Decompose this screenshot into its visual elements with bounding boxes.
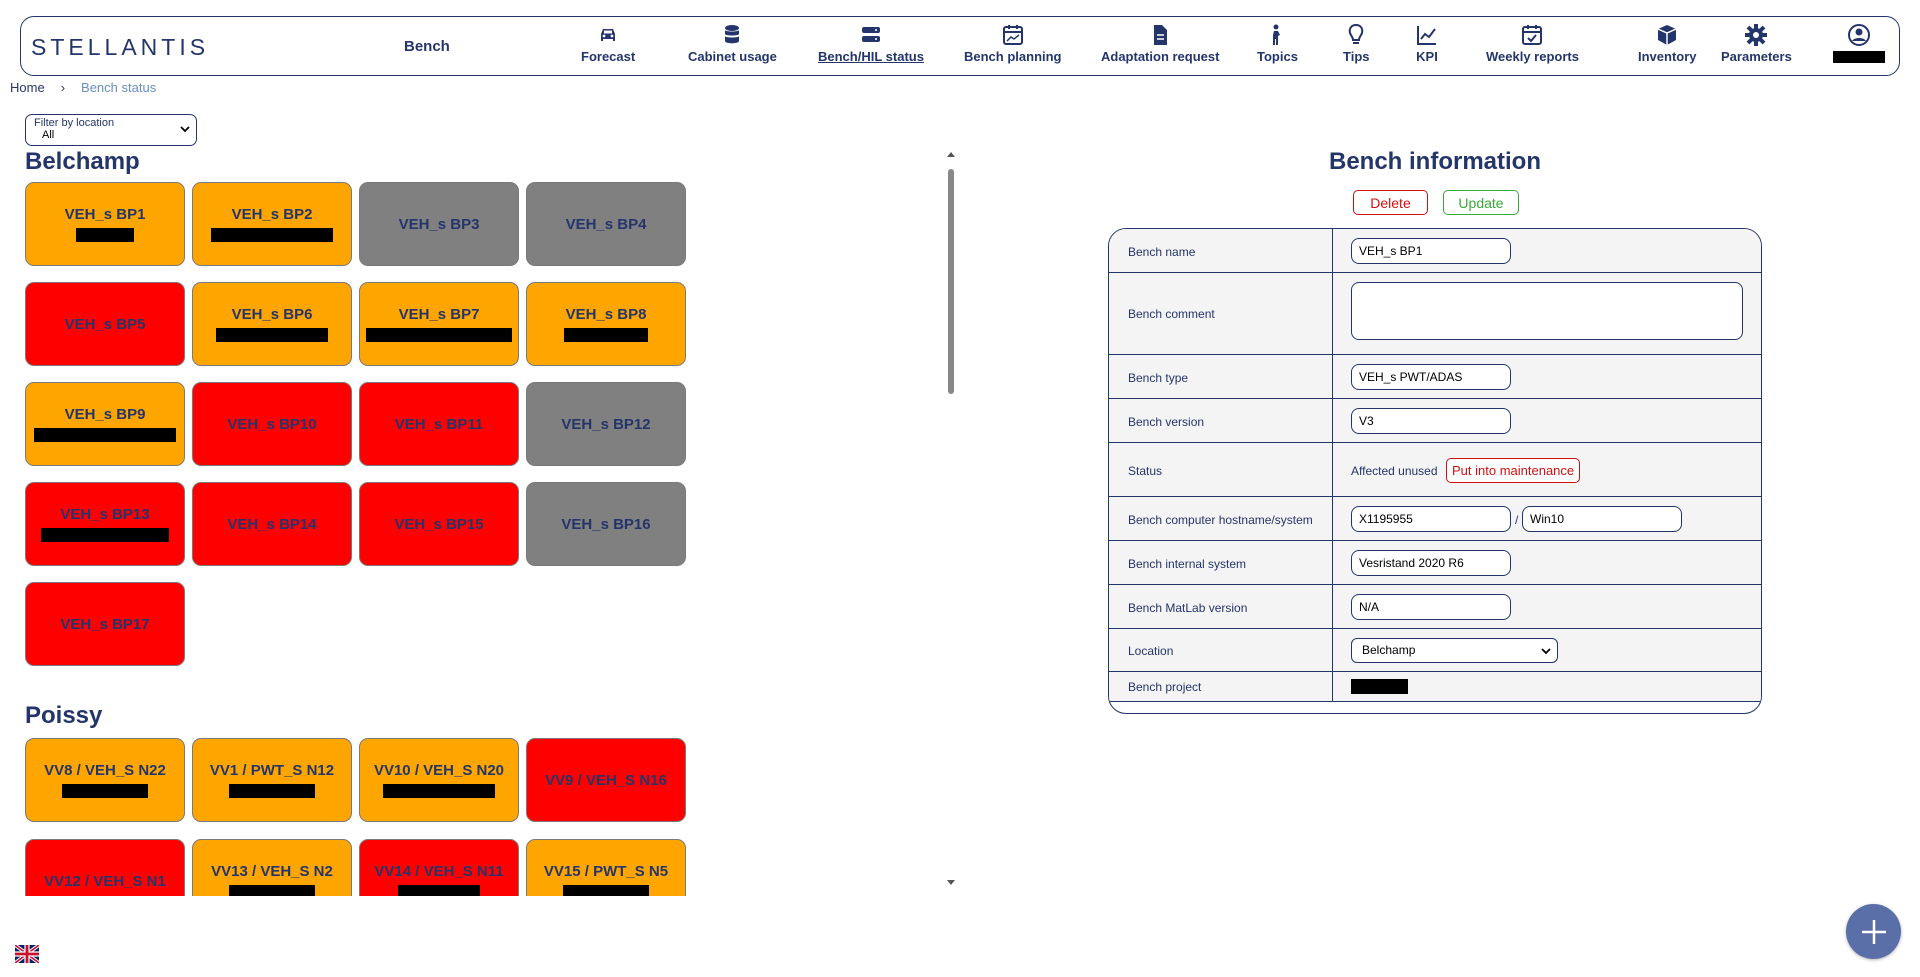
row-bench-project — [1109, 672, 1762, 702]
row-bench-version — [1109, 399, 1762, 443]
nav-label: KPI — [1416, 49, 1438, 64]
bench-tile-user-redacted — [366, 328, 512, 342]
bench-tile-user-redacted — [41, 528, 169, 542]
nav-label: Weekly reports — [1486, 49, 1579, 64]
bench-tile-name: VEH_s BP16 — [561, 515, 651, 533]
bench-tile-user-redacted — [34, 428, 176, 442]
bench-tile-name: VEH_s BP11 — [394, 415, 484, 433]
bench-tile[interactable] — [25, 582, 185, 666]
bench-tile-name: VV1 / PWT_S N12 — [209, 762, 335, 779]
bench-list-scrollbar[interactable] — [945, 152, 957, 892]
bench-tile[interactable] — [192, 182, 352, 266]
row-hostname — [1109, 497, 1762, 541]
bench-tile-name: VEH_s BP17 — [60, 615, 150, 633]
bench-comment-label: Bench comment — [1128, 307, 1215, 321]
bench-tile-name: VV14 / VEH_S N11 — [374, 863, 504, 880]
nav-label: Forecast — [581, 49, 636, 64]
filter-value: All — [42, 129, 55, 141]
nav-topics[interactable] — [1257, 23, 1298, 73]
bench-tile-name: VEH_s BP13 — [60, 506, 150, 523]
scroll-thumb[interactable] — [948, 169, 954, 394]
bench-tile[interactable] — [25, 738, 185, 822]
bench-tile-user-redacted — [62, 784, 148, 798]
bench-comment-textarea[interactable] — [1351, 282, 1743, 340]
nav-weekly-reports[interactable] — [1486, 23, 1579, 73]
logo-text: STELLANTIS — [31, 34, 210, 60]
bench-tile-name: VV10 / VEH_S N20 — [373, 762, 505, 779]
bench-tile-name: VEH_s BP3 — [398, 215, 480, 233]
internal-system-input[interactable]: Vesristand 2020 R6 — [1351, 550, 1511, 576]
bench-tile[interactable] — [359, 839, 519, 896]
bench-tile-name: VV13 / VEH_S N2 — [211, 863, 333, 880]
bench-tile-user-redacted — [76, 228, 134, 242]
bench-tile[interactable] — [192, 482, 352, 566]
bench-information-title: Bench information — [1328, 148, 1541, 175]
lightbulb-icon — [1344, 23, 1368, 47]
bench-tile[interactable] — [526, 182, 686, 266]
bench-tile-name: VEH_s BP6 — [231, 306, 313, 323]
bench-tile[interactable] — [25, 839, 185, 896]
bench-name-input[interactable]: VEH_s BP1 — [1351, 238, 1511, 264]
bench-tile-name: VV15 / PWT_S N5 — [543, 863, 669, 880]
nav-bench-planning[interactable] — [964, 23, 1062, 73]
breadcrumb-separator: › — [60, 80, 66, 95]
delete-button[interactable]: Delete — [1353, 190, 1428, 215]
bench-type-label: Bench type — [1128, 371, 1189, 385]
bench-tile-name: VEH_s BP2 — [231, 206, 313, 223]
nav-label: Parameters — [1721, 49, 1792, 64]
bench-tile-name: VV8 / VEH_S N22 — [44, 762, 166, 779]
bench-project-label: Bench project — [1128, 680, 1202, 694]
bench-tile[interactable] — [192, 738, 352, 822]
bench-project-redacted — [1351, 679, 1408, 694]
row-internal-system — [1109, 541, 1762, 585]
bench-tile-name: VEH_s BP14 — [227, 515, 317, 533]
location-select[interactable] — [1351, 638, 1558, 663]
row-status — [1109, 443, 1762, 497]
bench-tile[interactable] — [526, 482, 686, 566]
internal-system-label: Bench internal system — [1128, 557, 1247, 571]
bench-tile[interactable] — [192, 382, 352, 466]
nav-label: Inventory — [1638, 49, 1697, 64]
bench-tile-name: VEH_s BP5 — [64, 315, 146, 333]
bench-tile[interactable] — [359, 482, 519, 566]
bench-tile-name: VEH_s BP8 — [565, 306, 647, 323]
nav-label: Bench/HIL status — [818, 49, 924, 64]
matlab-version-input[interactable]: N/A — [1351, 594, 1511, 620]
car-icon — [596, 23, 620, 47]
nav-label: Cabinet usage — [688, 49, 777, 64]
stellantis-logo[interactable] — [31, 31, 231, 63]
location-select-value: Belchamp — [1362, 643, 1416, 657]
bench-tile[interactable] — [359, 738, 519, 822]
uk-flag-icon[interactable] — [15, 945, 39, 963]
status-value: Affected unused — [1351, 464, 1438, 478]
bench-tile[interactable] — [526, 282, 686, 366]
nav-adaptation-request[interactable] — [1101, 23, 1219, 73]
breadcrumb — [10, 80, 156, 95]
bench-tile[interactable] — [359, 382, 519, 466]
nav-bench-hil-status[interactable] — [818, 23, 924, 73]
hostname-separator: / — [1515, 513, 1519, 527]
database-icon — [720, 23, 744, 47]
hostname-input[interactable]: X1195955 — [1351, 506, 1511, 532]
nav-tips[interactable] — [1343, 23, 1370, 73]
row-matlab-version — [1109, 585, 1762, 629]
bench-tile[interactable] — [359, 182, 519, 266]
row-bench-name — [1109, 229, 1762, 273]
chart-line-icon — [1415, 23, 1439, 47]
row-bench-type — [1109, 355, 1762, 399]
put-into-maintenance-button[interactable]: Put into maintenance — [1446, 458, 1580, 483]
user-avatar-icon — [1847, 23, 1871, 47]
site-title-belchamp: Belchamp — [25, 148, 140, 175]
nav-label: Adaptation request — [1101, 49, 1220, 64]
bench-list-panel — [0, 146, 960, 896]
bench-tile-user-redacted — [398, 885, 480, 896]
nav-forecast[interactable] — [581, 23, 635, 73]
user-name-redacted — [1833, 51, 1885, 63]
bench-tile[interactable] — [526, 839, 686, 896]
bench-tile-name: VV12 / VEH_S N1 — [44, 872, 166, 890]
app-title: Bench — [404, 38, 450, 55]
bench-tile-name: VEH_s BP7 — [398, 306, 480, 323]
bench-tile-name: VEH_s BP12 — [561, 415, 651, 433]
matlab-version-label: Bench MatLab version — [1128, 601, 1248, 615]
bench-tile-user-redacted — [211, 228, 333, 242]
bench-tile[interactable] — [25, 482, 185, 566]
bench-version-label: Bench version — [1128, 415, 1205, 429]
calendar-chart-icon — [1001, 23, 1025, 47]
bench-tile[interactable] — [526, 738, 686, 822]
bench-tile[interactable] — [192, 282, 352, 366]
nav-label: Topics — [1257, 49, 1298, 64]
nav-label: Bench planning — [964, 49, 1062, 64]
bench-tile[interactable] — [25, 282, 185, 366]
bench-tile[interactable] — [526, 382, 686, 466]
row-location — [1109, 629, 1762, 672]
breadcrumb-home[interactable]: Home — [10, 80, 45, 95]
nav-kpi[interactable] — [1415, 23, 1439, 73]
document-icon — [1148, 23, 1172, 47]
bench-tile-name: VV9 / VEH_S N16 — [545, 771, 667, 789]
bench-tile-user-redacted — [564, 328, 648, 342]
bench-tile-user-redacted — [229, 885, 315, 896]
server-icon — [859, 23, 883, 47]
system-input[interactable]: Win10 — [1522, 506, 1682, 532]
nav-cabinet-usage[interactable] — [688, 23, 777, 73]
bench-tile-name: VEH_s BP4 — [565, 215, 647, 233]
chevron-down-icon — [180, 124, 190, 134]
site-title-poissy: Poissy — [25, 702, 103, 729]
bench-tile-user-redacted — [383, 784, 495, 798]
user-menu[interactable] — [1833, 23, 1885, 73]
bench-version-input[interactable]: V3 — [1351, 408, 1511, 434]
bench-tile[interactable] — [25, 382, 185, 466]
row-bench-comment — [1109, 273, 1762, 355]
update-button[interactable]: Update — [1443, 190, 1519, 215]
bench-tile[interactable] — [192, 839, 352, 896]
bench-tile-user-redacted — [216, 328, 328, 342]
top-navbar — [20, 16, 1900, 76]
breadcrumb-current: Bench status — [81, 80, 157, 95]
plus-icon — [1859, 917, 1889, 947]
scroll-down-arrow[interactable] — [947, 880, 955, 885]
location-filter-select[interactable] — [25, 114, 197, 146]
bench-tile-user-redacted — [229, 784, 315, 798]
location-label: Location — [1128, 644, 1174, 658]
bench-tile-name: VEH_s BP9 — [64, 406, 146, 423]
bench-tile-user-redacted — [563, 885, 649, 896]
chevron-down-icon — [1541, 646, 1551, 656]
bench-name-label: Bench name — [1128, 245, 1196, 259]
bench-tile[interactable] — [25, 182, 185, 266]
hostname-label: Bench computer hostname/system — [1128, 513, 1313, 527]
bench-type-input[interactable]: VEH_s PWT/ADAS — [1351, 364, 1511, 390]
scroll-up-arrow[interactable] — [947, 152, 955, 157]
nav-inventory[interactable] — [1638, 23, 1697, 73]
nav-parameters[interactable] — [1721, 23, 1792, 73]
bench-tile-name: VEH_s BP10 — [227, 415, 317, 433]
gear-icon — [1744, 23, 1768, 47]
box-icon — [1655, 23, 1679, 47]
calendar-check-icon — [1520, 23, 1544, 47]
filter-label: Filter by location — [34, 117, 115, 129]
bench-information-table — [1108, 228, 1762, 714]
bench-tile[interactable] — [359, 282, 519, 366]
bench-tile-name: VEH_s BP15 — [394, 515, 484, 533]
bench-tile-name: VEH_s BP1 — [64, 206, 146, 223]
nav-label: Tips — [1343, 49, 1370, 64]
person-icon — [1265, 23, 1289, 47]
add-bench-button[interactable] — [1846, 904, 1901, 959]
status-label: Status — [1128, 464, 1163, 478]
